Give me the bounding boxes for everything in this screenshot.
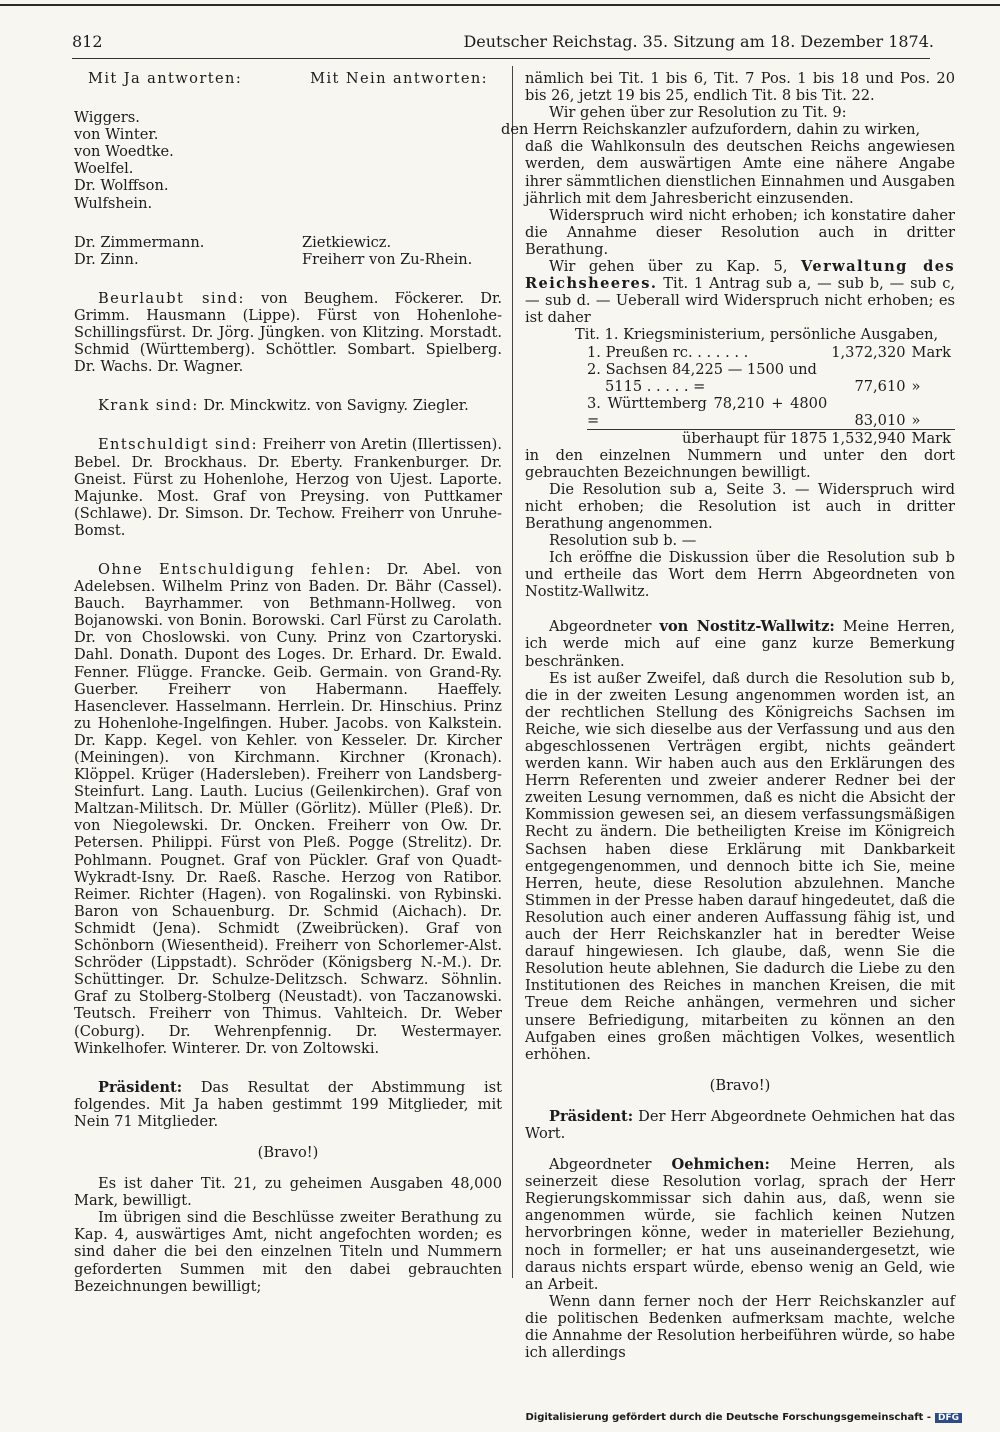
table-cell: » <box>911 411 921 429</box>
right-column <box>501 70 956 1362</box>
paragraph: Die Resolution sub a, Seite 3. — Widerspruch wird nicht erhoben; die Resolution ist auch in dritter Berathung angenommen. <box>525 480 955 532</box>
table-row <box>587 429 955 447</box>
vote-heading-yes: Mit Ja antworten: <box>88 70 243 87</box>
page-title: Deutscher Reichstag. 35. Sitzung am 18. Dezember 1874. <box>463 32 934 51</box>
resolution-quote: den Herrn Reichskanzler aufzufordern, dahin zu wirken, <box>501 121 921 139</box>
vote-heading-no: Mit Nein antworten: <box>310 70 488 87</box>
paragraph: Resolution sub b. — <box>549 531 697 549</box>
ohne-text: Dr. Abel. von Adelebsen. Wilhelm Prinz von Baden. Dr. Bähr (Cassel). Bauch. Bayrhammer. von Bethmann-Hollweg. von Bojanowski. von Bonin. Borowski. Carl Fürst zu Carolath. Dr. von Choslowski. von Cuny. Prinz von Czartoryski. Dahl. Donath. Dupont des Loges. Dr. Erhard. Dr. Ewald. Fenner. Flügge. Francke. Geib. Germain. von Grand-Ry. Guerber. Freiherr von Habermann. Haeffely. Hasenclever. Hasselmann. Herrlein. Dr. Hinschius. Prinz zu Hohenlohe-Ingelfingen. Huber. Jacobs. von Kalkstein. Dr. Kapp. Kegel. von Kehler. von Kesseler. Dr. Kircher (Meiningen). von Kirchmann. Kirchner (Kronach). Klöppel. Krüger (Hadersleben). Freiherr von Landsberg-Steinfurt. Lang. Lauth. Lucius (Geilenkirchen). Graf von Maltzan-Militsch. Dr. Müller (Görlitz). Müller (Pleß). Dr. von Niegolewski. Dr. Oncken. Freiherr von Ow. Dr. Petersen. Philippi. Fürst von Pleß. Pogge (Strelitz). Dr. Pohlmann. Pougnet. Graf von Pückler. Graf von Quadt-Wykradt-Isny. Dr. Raeß. Rasche. Herzog von Ratibor. Reimer. Richter (Hagen). von Rogalinski. von Rybinski. Baron von Schauenburg. Dr. Schmid (Aichach). Dr. Schmidt (Jena). Schmidt (Zweibrücken). Graf von Schönborn (Wiesentheid). Freiherr von Schorlemer-Alst. Schröder (Lippstadt). Schröder (Königsberg N.-M.). Dr. Schüttinger. Dr. Schulze-Delitzsch. Schwarz. Söhnlin. Graf zu Stolberg-Stolberg (Neustadt). von Taczanowski. Teutsch. Freiherr von Thimus. Vahlteich. Dr. Weber (Coburg). Dr. Wehrenpfennig. Dr. Westermayer. Winkelhofer. Winterer. Dr. von Zoltowski. <box>74 560 503 1057</box>
speech-paragraph: Wenn dann ferner noch der Herr Reichskanzler auf die politischen Bedenken aufmerksam machte, welche die Annahme der Resolution herbeiführen würde, so habe ich allerdings <box>525 1292 955 1362</box>
speaker-label: Präsident: <box>549 1107 634 1125</box>
entschuldigt-paragraph <box>74 436 502 539</box>
page-number: 812 <box>72 32 103 51</box>
budget-table <box>587 344 955 447</box>
footer-text: Digitalisierung gefördert durch die Deutsche Forschungsgemeinschaft - <box>525 1412 931 1423</box>
left-column <box>74 70 502 1295</box>
page-header <box>72 32 934 56</box>
table-cell: 83,010 <box>854 411 906 429</box>
paragraph: nämlich bei Tit. 1 bis 6, Tit. 7 Pos. 1 bis 18 und Pos. 20 bis 26, jetzt 19 bis 25, endlich Tit. 8 bis Tit. 22. <box>525 70 955 105</box>
footer <box>525 1412 962 1423</box>
name-pair-row <box>74 234 502 251</box>
uebrigen-paragraph: Im übrigen sind die Beschlüsse zweiter Berathung zu Kap. 4, auswärtiges Amt, nicht angefochten worden; es sind daher die bei den einzelnen Titeln und Nummern geforderten Summen mit den dabei gebrauchten Bezeichnungen bewilligt; <box>74 1209 502 1295</box>
list-item: Dr. Wolffson. <box>74 177 169 195</box>
kap5-text: Tit. 1 Antrag sub a, — sub b, — sub c, — sub d. — Ueberall wird Widerspruch nicht erhoben; es ist daher <box>525 275 956 327</box>
table-cell: 77,610 <box>854 377 906 395</box>
speech-text: Meine Herren, ich werde mich auf eine ganz kurze Bemerkung beschränken. <box>525 618 956 670</box>
table-cell: überhaupt für 1875 <box>587 429 831 447</box>
entschuldigt-label: Entschuldigt sind: <box>98 436 258 454</box>
bravo-text: (Bravo!) <box>709 1076 771 1094</box>
list-item: von Woedtke. <box>74 143 174 161</box>
table-cell: 2. Sachsen 84,225 — 1500 und <box>587 360 817 378</box>
name-pair-row <box>74 251 502 268</box>
ohne-label: Ohne Entschuldigung fehlen: <box>98 560 373 578</box>
praesident-text: Das Resultat der Abstimmung ist folgendes. Mit Ja haben gestimmt 199 Mitglieder, mit Nein 71 Mitglieder. <box>74 1078 502 1130</box>
kap5-paragraph <box>525 258 955 326</box>
table-cell: 1. Preußen rc. . . . . . . <box>587 343 749 361</box>
speaker-name: von Nostitz-Wallwitz: <box>659 618 835 636</box>
table-cell: 5115 . . . . . = <box>605 377 706 395</box>
entschuldigt-text: Freiherr von Aretin (Illertissen). Bebel. Dr. Brockhaus. Dr. Eberty. Frankenburger. Dr. Gneist. Fürst zu Hohenlohe, Herzog von Ujest. Laporte. Majunke. Most. Graf von Preysing. von Puttkamer (Schlawe). Dr. Simson. Dr. Techow. Freiherr von Unruhe-Bomst. <box>74 436 503 539</box>
speech-paragraph <box>525 618 955 669</box>
kap5-title: Verwaltung des Reichsheeres. <box>525 258 955 293</box>
praesident-text: Der Herr Abgeordnete Oehmichen hat das Wort. <box>525 1107 956 1142</box>
beurlaubt-paragraph <box>74 290 502 375</box>
praesident-paragraph <box>525 1108 955 1142</box>
dfg-logo: DFG <box>935 1413 962 1423</box>
krank-text: Dr. Minckwitz. von Savigny. Ziegler. <box>203 397 469 415</box>
paragraph: Wir gehen über zur Resolution zu Tit. 9: <box>549 104 847 122</box>
krank-label: Krank sind: <box>98 397 199 415</box>
speech-paragraph: Es ist außer Zweifel, daß durch die Resolution sub b, die in der zweiten Lesung angenommen worden ist, an der rechtlichen Stellung des Königreichs Sachsen im Reiche, wie sich dieselbe aus der Verfassung und aus den abgeschlossenen Verträgen ergibt, nichts geändert werden kann. Wir haben auch aus den Erklärungen des Herrn Referenten und zweier anderer Redner bei der zweiten Lesung vernommen, daß es nicht die Absicht der Kommission gewesen sei, an diesem verfassungsmäßigen Recht zu ändern. Die betheiligten Kreise im Königreich Sachsen haben diese Erklärung mit Dankbarkeit entgegengenommen, und dennoch bitte ich Sie, meine Herren, heute, diese Resolution abzulehnen. Manche Stimmen in der Presse haben darauf hingedeutet, daß die Resolution auch einer anderen Auffassung fähig ist, und auch der Herr Reichskanzler hat in beredter Weise darauf hingewiesen. Ich glaube, daß, wenn Sie die Resolution heute ablehnen, Sie dadurch die Liebe zu den Institutionen des Reiches in manchen Kreisen, die mit Treue dem Reiche anhängen, vermehren und sicher unsere Befriedigung, mitarbeiten zu können an den Aufgaben eines großen mächtigen Volkes, wesentlich erhöhen. <box>525 669 955 1063</box>
table-cell: 3. Württemberg 78,210 + 4800 = <box>587 394 828 429</box>
speech-text: Meine Herren, als seinerzeit diese Resolution vorlag, sprach der Herr Regierungskommissar sich dahin aus, daß, wenn sie angenommen würde, sie fachlich keinen Nutzen hervorbringen könne, weder in materieller Beziehung, noch in formeller; er hat uns auseinandergesetzt, wie daraus nichts erspart würde, ebenso wenig an Geld, wie an Arbeit. <box>525 1156 955 1293</box>
list-item: Freiherr von Zu-Rhein. <box>302 250 473 268</box>
table-row <box>587 361 955 378</box>
speaker-label: Abgeordneter <box>549 1156 652 1174</box>
beurlaubt-label: Beurlaubt sind: <box>98 289 245 307</box>
table-cell: 1,532,940 <box>831 429 911 447</box>
table-row <box>587 378 955 395</box>
table-cell <box>831 361 911 378</box>
speaker-name: Oehmichen: <box>671 1156 770 1174</box>
header-rule <box>72 58 930 59</box>
speaker-label: Präsident: <box>98 1078 183 1096</box>
bravo-text: (Bravo!) <box>257 1143 319 1161</box>
paragraph: in den einzelnen Nummern und unter den dort gebrauchten Bezeichnungen bewilligt. <box>525 446 955 481</box>
list-item: Dr. Zinn. <box>74 250 139 268</box>
column-rule <box>512 66 513 1278</box>
list-item: Woelfel. <box>74 160 134 178</box>
top-border <box>0 4 1000 6</box>
table-cell: Mark <box>912 429 955 447</box>
resolution-quote: daß die Wahlkonsuln des deutschen Reichs angewiesen werden, dem auswärtigen Amte eine nähere Angabe ihrer sämmtlichen dienstlichen Einnahmen und Ausgaben jährlich mit dem Jahresbericht einzusenden. <box>525 138 955 207</box>
budget-heading: Tit. 1. Kriegsministerium, persönliche Ausgaben, <box>575 326 939 344</box>
beurlaubt-text: von Beughem. Föckerer. Dr. Grimm. Hausmann (Lippe). Fürst von Hohenlohe-Schillingsfürst. Dr. Jörg. Jüngken. von Klitzing. Morstadt. Schmid (Württemberg). Schöttler. Sombart. Spielberg. Dr. Wachs. Dr. Wagner. <box>74 289 502 376</box>
praesident-paragraph <box>74 1079 502 1130</box>
ohne-paragraph <box>74 561 502 1057</box>
paragraph: Ich eröffne die Diskussion über die Resolution sub b und ertheile das Wort dem Herrn Abgeordneten von Nostitz-Wallwitz. <box>525 549 955 601</box>
speech-paragraph <box>525 1156 955 1293</box>
list-item: Wulfshein. <box>74 194 153 212</box>
paragraph: Widerspruch wird nicht erhoben; ich konstatire daher die Annahme dieser Resolution auch in dritter Berathung. <box>525 206 955 258</box>
table-row <box>587 395 955 430</box>
list-item: Dr. Zimmermann. <box>74 233 205 251</box>
list-item: Wiggers. <box>74 109 140 127</box>
speaker-label: Abgeordneter <box>549 618 652 636</box>
table-row <box>587 344 955 361</box>
tit21-paragraph: Es ist daher Tit. 21, zu geheimen Ausgaben 48,000 Mark, bewilligt. <box>74 1175 502 1210</box>
yes-names-list <box>74 109 502 212</box>
list-item: von Winter. <box>74 126 159 144</box>
table-cell: 1,372,320 <box>831 343 906 361</box>
table-cell: » <box>911 377 921 395</box>
kap5-intro: Wir gehen über zu Kap. 5, <box>549 258 788 276</box>
table-cell <box>912 361 955 378</box>
list-item: Zietkiewicz. <box>302 233 392 251</box>
krank-paragraph <box>74 397 502 414</box>
vote-headings <box>74 70 502 87</box>
table-cell: Mark <box>911 343 951 361</box>
